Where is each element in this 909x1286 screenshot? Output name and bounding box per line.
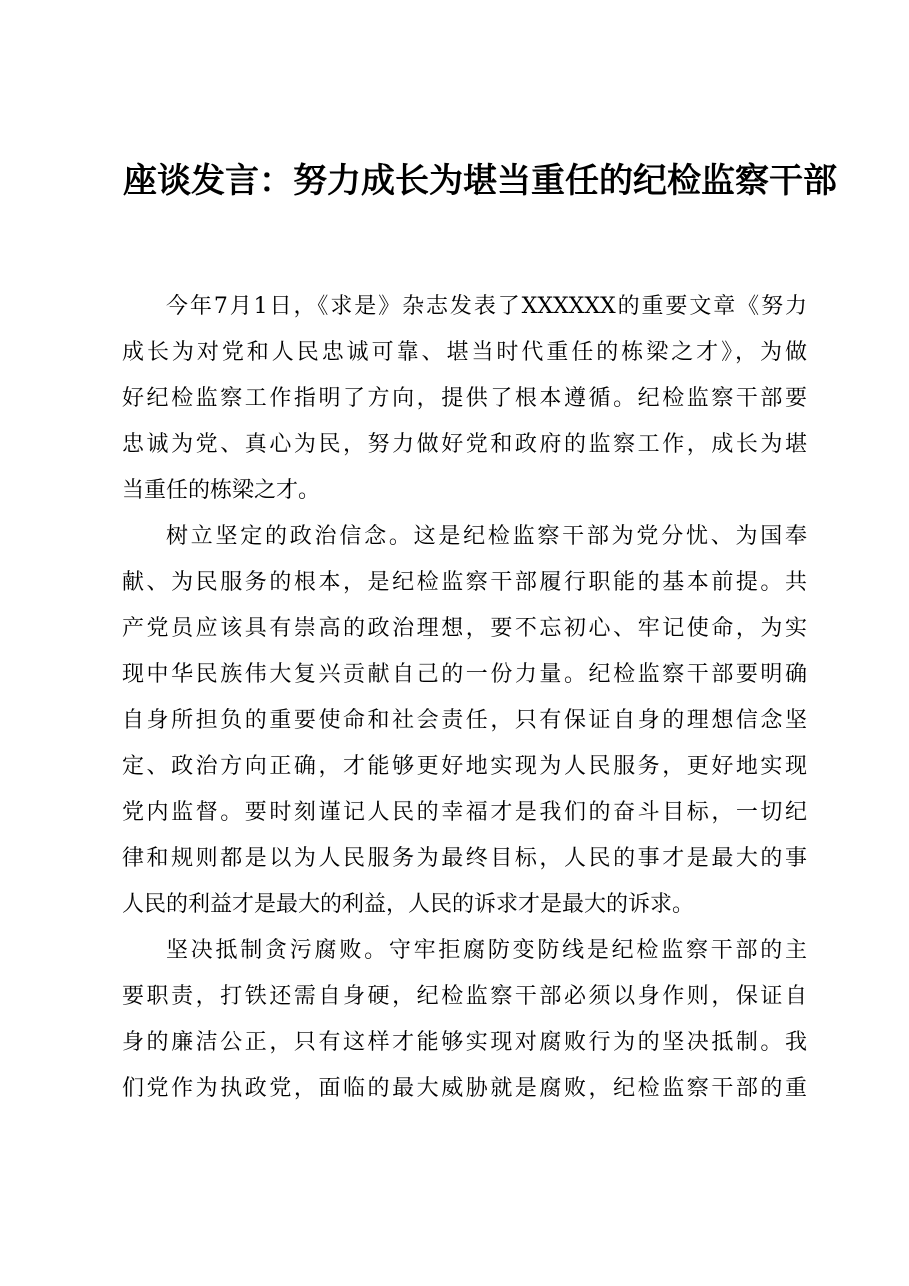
paragraph-3 <box>122 928 807 1112</box>
document-title: 座谈发言：努力成长为堪当重任的纪检监察干部 <box>123 161 837 201</box>
text-line: 献、为民服务的根本，是纪检监察干部履行职能的基本前提。共 <box>122 570 807 595</box>
text-line: 们党作为执政党，面临的最大威胁就是腐败，纪检监察干部的重 <box>122 1076 807 1101</box>
paragraph-2 <box>122 514 807 928</box>
text-line: 今年7月1日，《求是》杂志发表了XXXXXX的重要文章《努力 <box>166 294 807 319</box>
text-line: 忠诚为党、真心为民，努力做好党和政府的监察工作，成长为堪 <box>122 432 807 457</box>
document-body <box>122 284 807 1112</box>
text-line: 身的廉洁公正，只有这样才能够实现对腐败行为的坚决抵制。我 <box>122 1030 807 1055</box>
text-line: 自身所担负的重要使命和社会责任，只有保证自身的理想信念坚 <box>122 708 807 733</box>
text-line: 成长为对党和人民忠诚可靠、堪当时代重任的栋梁之才》，为做 <box>122 340 807 365</box>
paragraph-1 <box>122 284 807 514</box>
text-line: 定、政治方向正确，才能够更好地实现为人民服务，更好地实现 <box>122 754 807 779</box>
text-line: 当重任的栋梁之才。 <box>122 478 321 503</box>
text-line: 产党员应该具有崇高的政治理想，要不忘初心、牢记使命，为实 <box>122 616 807 641</box>
text-line: 要职责，打铁还需自身硬，纪检监察干部必须以身作则，保证自 <box>122 984 807 1009</box>
text-line: 坚决抵制贪污腐败。守牢拒腐防变防线是纪检监察干部的主 <box>166 938 807 963</box>
text-line: 树立坚定的政治信念。这是纪检监察干部为党分忧、为国奉 <box>166 524 807 549</box>
text-line: 人民的利益才是最大的利益，人民的诉求才是最大的诉求。 <box>122 892 695 917</box>
text-line: 律和规则都是以为人民服务为最终目标，人民的事才是最大的事 <box>122 846 807 871</box>
text-line: 现中华民族伟大复兴贡献自己的一份力量。纪检监察干部要明确 <box>122 662 807 687</box>
text-line: 好纪检监察工作指明了方向，提供了根本遵循。纪检监察干部要 <box>122 386 807 411</box>
text-line: 党内监督。要时刻谨记人民的幸福才是我们的奋斗目标，一切纪 <box>122 800 807 825</box>
